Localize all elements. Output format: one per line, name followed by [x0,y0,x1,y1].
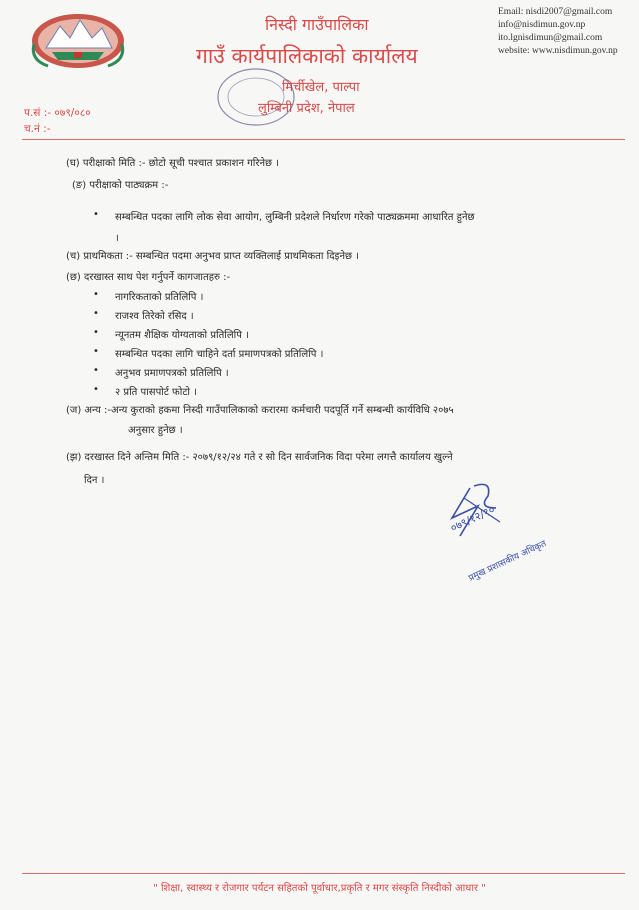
deadline-line: (झ) दरखास्त दिने अन्तिम मिति :- २०७९/१२/२४ गते र सो दिन सार्वजनिक विदा परेमा लगत्तै कार्यालय खुल्ने [66,452,453,463]
document-item: नागरिकताको प्रतिलिपि । [115,292,204,303]
office-province: लुम्बिनी प्रदेश, नेपाल [258,101,355,116]
contact-ito-email[interactable]: ito.lgnisdimun@gmail.com [498,33,603,43]
office-stamp-icon [214,64,298,130]
document-item: न्यूनतम शैक्षिक योग्यताको प्रतिलिपि । [115,330,249,341]
syllabus-heading: (ङ) परीक्षाको पाठ्यक्रम :- [72,180,169,191]
signatory-title: प्रमुख प्रशासकीय अधिकृत [467,539,549,584]
bullet-icon: • [93,209,99,220]
nepal-emblem-icon [28,8,128,70]
bullet-icon: • [93,346,99,357]
reference-number: प.सं :- ०७९/०८० [24,107,91,119]
document-item: राजश्व तिरेको रसिद । [115,311,194,322]
contact-block [498,6,618,58]
syllabus-item-end: । [115,233,119,244]
other-line: (ज) अन्य :-अन्य कुराको हकमा निस्दी गाउँपालिकाको करारमा कर्मचारी पदपूर्ति गर्ने सम्बन्धी कार्यविधि २०७५ [66,405,454,416]
dispatch-number: च.नं :- [24,123,51,135]
contact-email[interactable]: Email: nisdi2007@gmail.com [498,7,613,17]
signature-date: ०७९/१२/१० [448,502,497,535]
document-item: २ प्रति पासपोर्ट फोटो । [115,387,197,398]
reference-block [24,105,91,137]
deadline-line-end: दिन । [84,475,105,486]
syllabus-item: सम्बन्धित पदका लागि लोक सेवा आयोग, लुम्बिनी प्रदेशले निर्धारण गरेको पाठ्यक्रममा आधारित हुनेछ [115,212,475,223]
document-item: अनुभव प्रमाणपत्रको प्रतिलिपि । [115,368,229,379]
priority-line: (च) प्राथमिकता :- सम्बन्धित पदमा अनुभव प्राप्त व्यक्तिलाई प्राथमिकता दिइनेछ । [66,251,359,262]
document-item: सम्बन्धित पदका लागि चाहिने दर्ता प्रमाणपत्रको प्रतिलिपि । [115,349,324,360]
contact-website[interactable]: website: www.nisdimun.gov.np [498,46,618,56]
contact-info-email[interactable]: info@nisdimun.gov.np [498,20,586,30]
bullet-icon: • [93,365,99,376]
bullet-icon: • [93,289,99,300]
office-address: मिर्चीखेल, पाल्पा [282,80,360,95]
bullet-icon: • [93,384,99,395]
bullet-icon: • [93,327,99,338]
footer-divider [22,873,625,874]
footer-motto: " शिक्षा, स्वास्थ्य र रोजगार पर्यटन सहितको पूर्वाधार,प्रकृति र मगर संस्कृति निस्दीको आधार " [153,883,486,894]
exam-date-line: (घ) परीक्षाको मिति :- छोटो सूची पश्चात प्रकाशन गरिनेछ । [66,158,280,169]
header-divider [22,139,625,140]
other-line-end: अनुसार हुनेछ । [128,425,183,436]
office-title: गाउँ कार्यपालिकाको कार्यालय [196,44,418,68]
bullet-icon: • [93,308,99,319]
documents-heading: (छ) दरखास्त साथ पेश गर्नुपर्ने कागजातहरु :- [66,272,231,283]
office-name: निस्दी गाउँपालिका [265,15,369,34]
